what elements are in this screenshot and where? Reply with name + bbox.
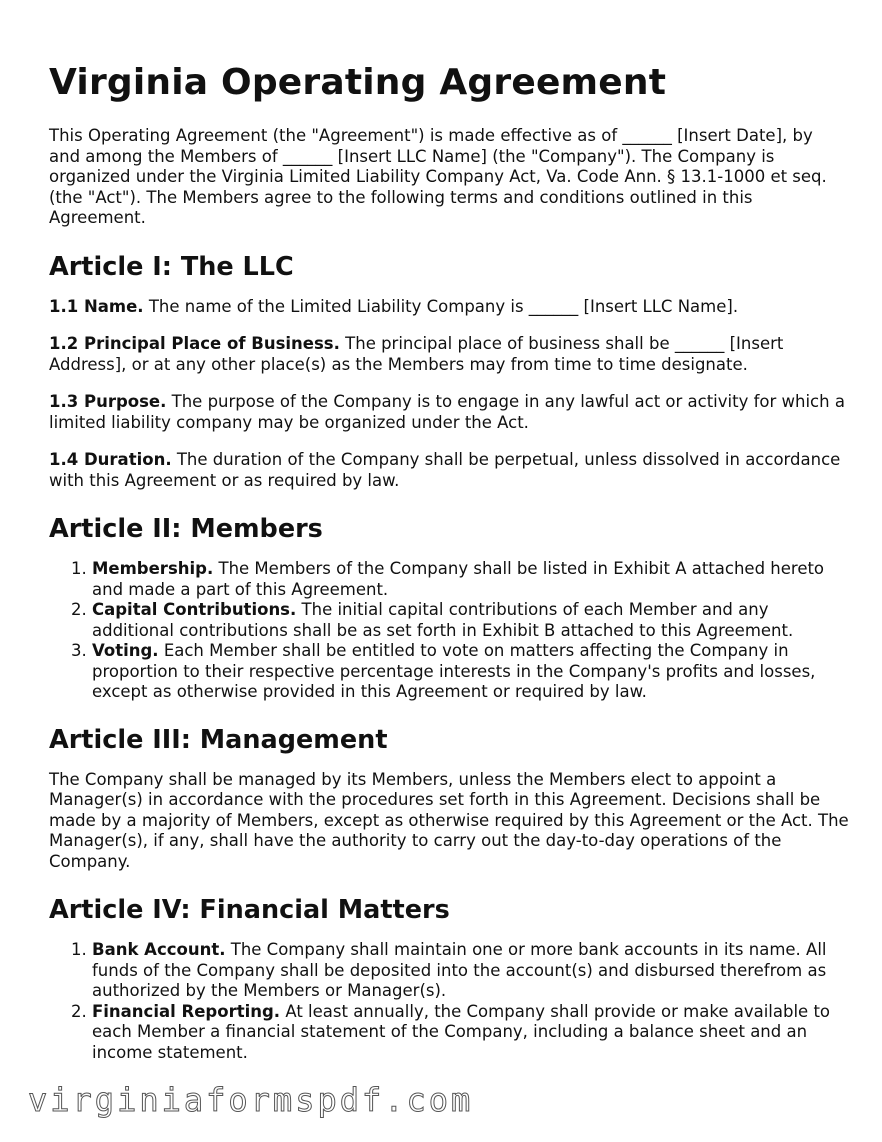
management-paragraph: The Company shall be managed by its Members, unless the Members elect to appoint a Manager(s) in accordance with the procedures set forth in this Agreement. Decisions shall be made by a majority of Members, except as otherwise required by this Agreement or the Act. The Manager(s), if any, shall have the authority to carry out the day-to-day operations of the Company.	[49, 769, 849, 871]
section-label: 1.1 Name.	[49, 296, 144, 316]
document-page	[49, 60, 849, 1084]
item-label: Capital Contributions.	[92, 600, 297, 619]
list-item	[92, 600, 849, 641]
item-text: The Members of the Company shall be listed in Exhibit A attached hereto and made a part of this Agreement.	[92, 559, 825, 599]
item-text: The Company shall maintain one or more bank accounts in its name. All funds of the Company shall be deposited into the account(s) and disbursed therefrom as authorized by the Members or Manager(s).	[92, 940, 827, 1000]
members-list	[49, 559, 849, 703]
item-text: The initial capital contributions of each Member and any additional contributions shall be as set forth in Exhibit B attached to this Agreement.	[92, 600, 794, 640]
section-text: The name of the Limited Liability Company is ______ [Insert LLC Name].	[143, 296, 739, 316]
item-label: Voting.	[92, 641, 159, 660]
intro-paragraph: This Operating Agreement (the "Agreement") is made effective as of ______ [Insert Date], by and among the Members of ______ [Insert LLC Name] (the "Company"). The Company is organized under the Virginia Limited Liability Company Act, Va. Code Ann. § 13.1-1000 et seq. (the "Act"). The Members agree to the following terms and conditions outlined in this Agreement.	[49, 126, 827, 227]
page-title: Virginia Operating Agreement	[49, 62, 667, 103]
article-1-heading: Article I: The LLC	[49, 251, 294, 282]
item-label: Membership.	[92, 559, 214, 578]
section-label: 1.2 Principal Place of Business.	[49, 334, 340, 353]
section-label: 1.4 Duration.	[49, 450, 172, 469]
financial-list	[49, 940, 849, 1063]
list-item	[92, 641, 849, 703]
list-item	[92, 559, 849, 600]
section-text: The duration of the Company shall be perpetual, unless dissolved in accordance with this Agreement or as required by law.	[49, 450, 841, 490]
section-1-3	[49, 392, 849, 433]
article-3-heading: Article III: Management	[49, 724, 388, 755]
section-label: 1.3 Purpose.	[49, 392, 167, 411]
list-item	[92, 940, 849, 1002]
article-4-heading: Article IV: Financial Matters	[49, 895, 450, 925]
list-item	[92, 1002, 849, 1064]
item-label: Bank Account.	[92, 940, 226, 959]
item-label: Financial Reporting.	[92, 1001, 281, 1021]
item-text: At least annually, the Company shall provide or make available to each Member a financial statement of the Company, including a balance sheet and an income statement.	[92, 1001, 831, 1062]
section-1-1	[49, 297, 849, 318]
section-1-2	[49, 334, 849, 375]
section-text: The purpose of the Company is to engage in any lawful act or activity for which a limited liability company may be organized under the Act.	[49, 392, 845, 432]
article-2-heading: Article II: Members	[49, 514, 323, 544]
item-text: Each Member shall be entitled to vote on matters affecting the Company in proportion to their respective percentage interests in the Company's profits and losses, except as otherwise provided in this Agreement or required by law.	[92, 641, 816, 701]
section-text: The principal place of business shall be ______ [Insert Address], or at any other place(s) as the Members may from time to time designate.	[49, 334, 784, 374]
section-1-4	[49, 450, 849, 491]
watermark: virginiaformspdf.com	[28, 1081, 474, 1119]
